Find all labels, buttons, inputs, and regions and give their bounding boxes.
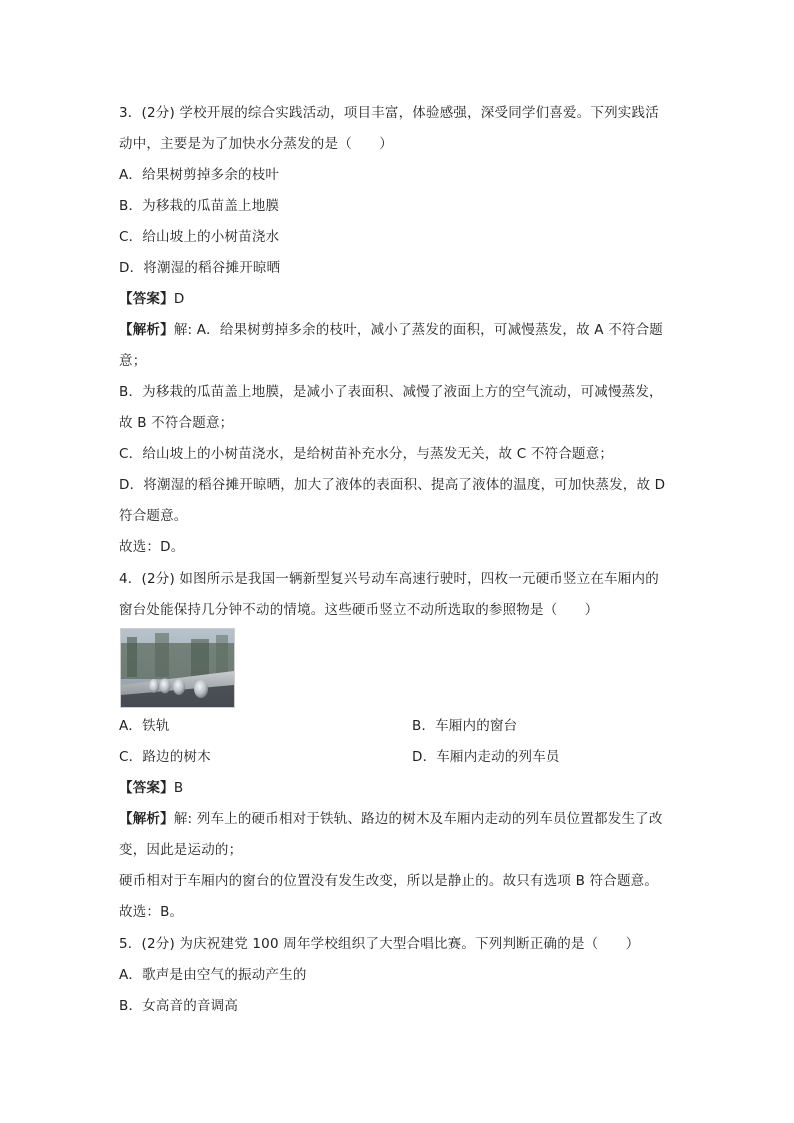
q5-option-b: B．女高音的音调高 <box>119 998 239 1014</box>
analysis-text: 解: 列车上的硬币相对于铁轨、路边的树木及车厢内走动的列车员位置都发生了改 <box>173 811 663 827</box>
q3-analysis-line4: 故 B 不符合题意； <box>119 415 234 431</box>
answer-value: B <box>173 780 184 796</box>
q3-answer <box>119 290 184 308</box>
q3-analysis-line5: C．给山坡上的小树苗浇水，是给树苗补充水分，与蒸发无关，故 C 不符合题意； <box>119 446 614 462</box>
answer-tag: 【答案】 <box>119 291 174 307</box>
q4-option-b: B．车厢内的窗台 <box>412 718 518 734</box>
q4-analysis-line4: 故选：B。 <box>119 904 184 920</box>
q3-analysis-line8: 故选：D。 <box>119 539 185 555</box>
q5-option-a: A．歌声是由空气的振动产生的 <box>119 967 307 983</box>
analysis-text: 解: A．给果树剪掉多余的枝叶，减小了蒸发的面积，可减慢蒸发，故 A 不符合题 <box>173 322 664 338</box>
q3-analysis-line2: 意； <box>119 353 147 369</box>
q5-stem-line1: 5．(2分) 为庆祝建党 100 周年学校组织了大型合唱比赛。下列判断正确的是（ ） <box>119 936 640 952</box>
analysis-tag: 【解析】 <box>119 322 174 338</box>
q4-analysis-line1 <box>119 810 663 828</box>
q4-option-c: C．路边的树木 <box>119 749 211 765</box>
q3-stem-line2: 动中，主要是为了加快水分蒸发的是（ ） <box>119 136 393 152</box>
answer-tag: 【答案】 <box>119 780 174 796</box>
q3-option-b: B．为移栽的瓜苗盖上地膜 <box>119 198 280 214</box>
q4-answer <box>119 779 183 797</box>
q4-option-d: D．车厢内走动的列车员 <box>412 749 560 765</box>
q3-option-a: A．给果树剪掉多余的枝叶 <box>119 167 280 183</box>
q3-analysis-line1 <box>119 321 663 339</box>
answer-value: D <box>173 291 185 307</box>
coins-on-windowsill-photo <box>120 628 235 708</box>
q3-option-c: C．给山坡上的小树苗浇水 <box>119 229 280 245</box>
q4-option-a: A．铁轨 <box>119 718 170 734</box>
q3-stem-line1: 3．(2分) 学校开展的综合实践活动，项目丰富，体验感强，深受同学们喜爱。下列实践活 <box>119 105 659 121</box>
q3-analysis-line7: 符合题意。 <box>119 508 188 524</box>
q4-stem-line1: 4．(2分) 如图所示是我国一辆新型复兴号动车高速行驶时，四枚一元硬币竖立在车厢内的 <box>119 571 659 587</box>
q3-analysis-line6: D．将潮湿的稻谷摊开晾晒，加大了液体的表面积、提高了液体的温度，可加快蒸发，故 D <box>119 477 666 493</box>
q4-analysis-line3: 硬币相对于车厢内的窗台的位置没有发生改变，所以是静止的。故只有选项 B 符合题意。 <box>119 873 659 889</box>
q4-stem-line2: 窗台处能保持几分钟不动的情境。这些硬币竖立不动所选取的参照物是（ ） <box>119 602 599 618</box>
q3-option-d: D．将潮湿的稻谷摊开晾晒 <box>119 260 281 276</box>
analysis-tag: 【解析】 <box>119 811 174 827</box>
q4-analysis-line2: 变，因此是运动的； <box>119 842 243 858</box>
q3-analysis-line3: B．为移栽的瓜苗盖上地膜，是减小了表面积、减慢了液面上方的空气流动，可减慢蒸发， <box>119 384 663 400</box>
